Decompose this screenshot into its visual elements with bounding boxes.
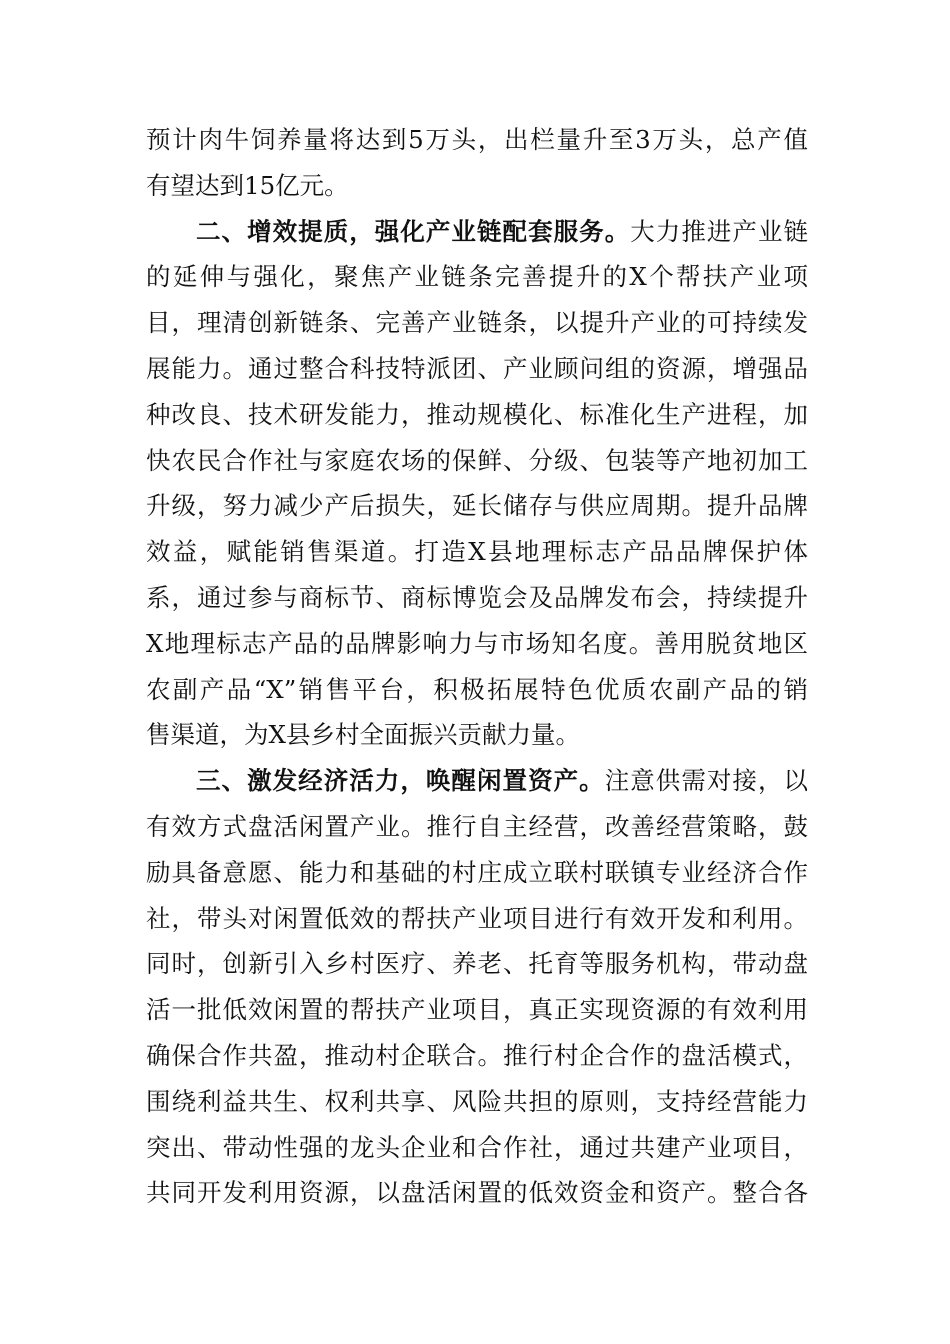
text-line xyxy=(146,621,808,667)
line-text: 的延伸与强化，聚焦产业链条完善提升的X个帮扶产业项 xyxy=(146,262,808,292)
line-text: 售渠道，为X县乡村全面振兴贡献力量。 xyxy=(146,720,580,750)
text-line xyxy=(146,392,808,438)
line-text: 确保合作共盈，推动村企联合。推行村企合作的盘活模式， xyxy=(146,1040,808,1070)
line-text: 同时，创新引入乡村医疗、养老、托育等服务机构，带动盘 xyxy=(146,949,808,979)
section-heading: 三、激发经济活力，唤醒闲置资产。 xyxy=(196,766,605,796)
line-text: 活一批低效闲置的帮扶产业项目，真正实现资源的有效利用 xyxy=(146,995,808,1025)
text-line xyxy=(146,1033,808,1079)
text-line xyxy=(146,300,808,346)
text-line xyxy=(146,850,808,896)
text-line xyxy=(146,575,808,621)
text-line xyxy=(146,804,808,850)
line-text: 展能力。通过整合科技特派团、产业顾问组的资源，增强品 xyxy=(146,353,808,383)
line-text: 大力推进产业链 xyxy=(630,216,809,246)
text-line xyxy=(146,1170,808,1216)
section-heading: 二、增效提质，强化产业链配套服务。 xyxy=(196,216,631,246)
line-text: 有效方式盘活闲置产业。推行自主经营，改善经营策略，鼓 xyxy=(146,811,808,841)
text-line xyxy=(146,987,808,1033)
text-line xyxy=(146,529,808,575)
text-line xyxy=(146,254,808,300)
text-line xyxy=(146,483,808,529)
line-text: 共同开发利用资源，以盘活闲置的低效资金和资产。整合各 xyxy=(146,1178,808,1208)
line-text: 有望达到15亿元。 xyxy=(146,170,349,200)
text-line xyxy=(146,712,808,758)
text-line xyxy=(146,758,808,804)
line-text: 种改良、技术研发能力，推动规模化、标准化生产进程，加 xyxy=(146,399,808,429)
text-line xyxy=(146,163,808,209)
line-text: 预计肉牛饲养量将达到5万头，出栏量升至3万头，总产值 xyxy=(146,125,808,154)
line-text: 农副产品“X”销售平台，积极拓展特色优质农副产品的销 xyxy=(146,674,808,704)
line-text: 围绕利益共生、权利共享、风险共担的原则，支持经营能力 xyxy=(146,1086,808,1116)
line-text: 效益，赋能销售渠道。打造X县地理标志产品品牌保护体 xyxy=(146,537,808,567)
line-text: 升级，努力减少产后损失，延长储存与供应周期。提升品牌 xyxy=(146,491,808,521)
document-body xyxy=(146,117,808,1216)
line-text: 励具备意愿、能力和基础的村庄成立联村联镇专业经济合作 xyxy=(146,857,808,887)
text-line xyxy=(146,896,808,942)
text-line xyxy=(146,438,808,484)
line-text: 快农民合作社与家庭农场的保鲜、分级、包装等产地初加工 xyxy=(146,445,808,475)
line-text: X地理标志产品的品牌影响力与市场知名度。善用脱贫地区 xyxy=(146,628,808,658)
text-line xyxy=(146,1079,808,1125)
line-text: 系，通过参与商标节、商标博览会及品牌发布会，持续提升 xyxy=(146,582,808,612)
text-line xyxy=(146,667,808,713)
text-line xyxy=(146,1125,808,1171)
line-text: 注意供需对接，以 xyxy=(604,766,809,796)
text-line xyxy=(146,117,808,163)
text-line xyxy=(146,209,808,255)
line-text: 目，理清创新链条、完善产业链条，以提升产业的可持续发 xyxy=(146,308,808,338)
text-line xyxy=(146,346,808,392)
line-text: 突出、带动性强的龙头企业和合作社，通过共建产业项目， xyxy=(146,1132,808,1162)
text-line xyxy=(146,941,808,987)
line-text: 社，带头对闲置低效的帮扶产业项目进行有效开发和利用。 xyxy=(146,903,808,933)
